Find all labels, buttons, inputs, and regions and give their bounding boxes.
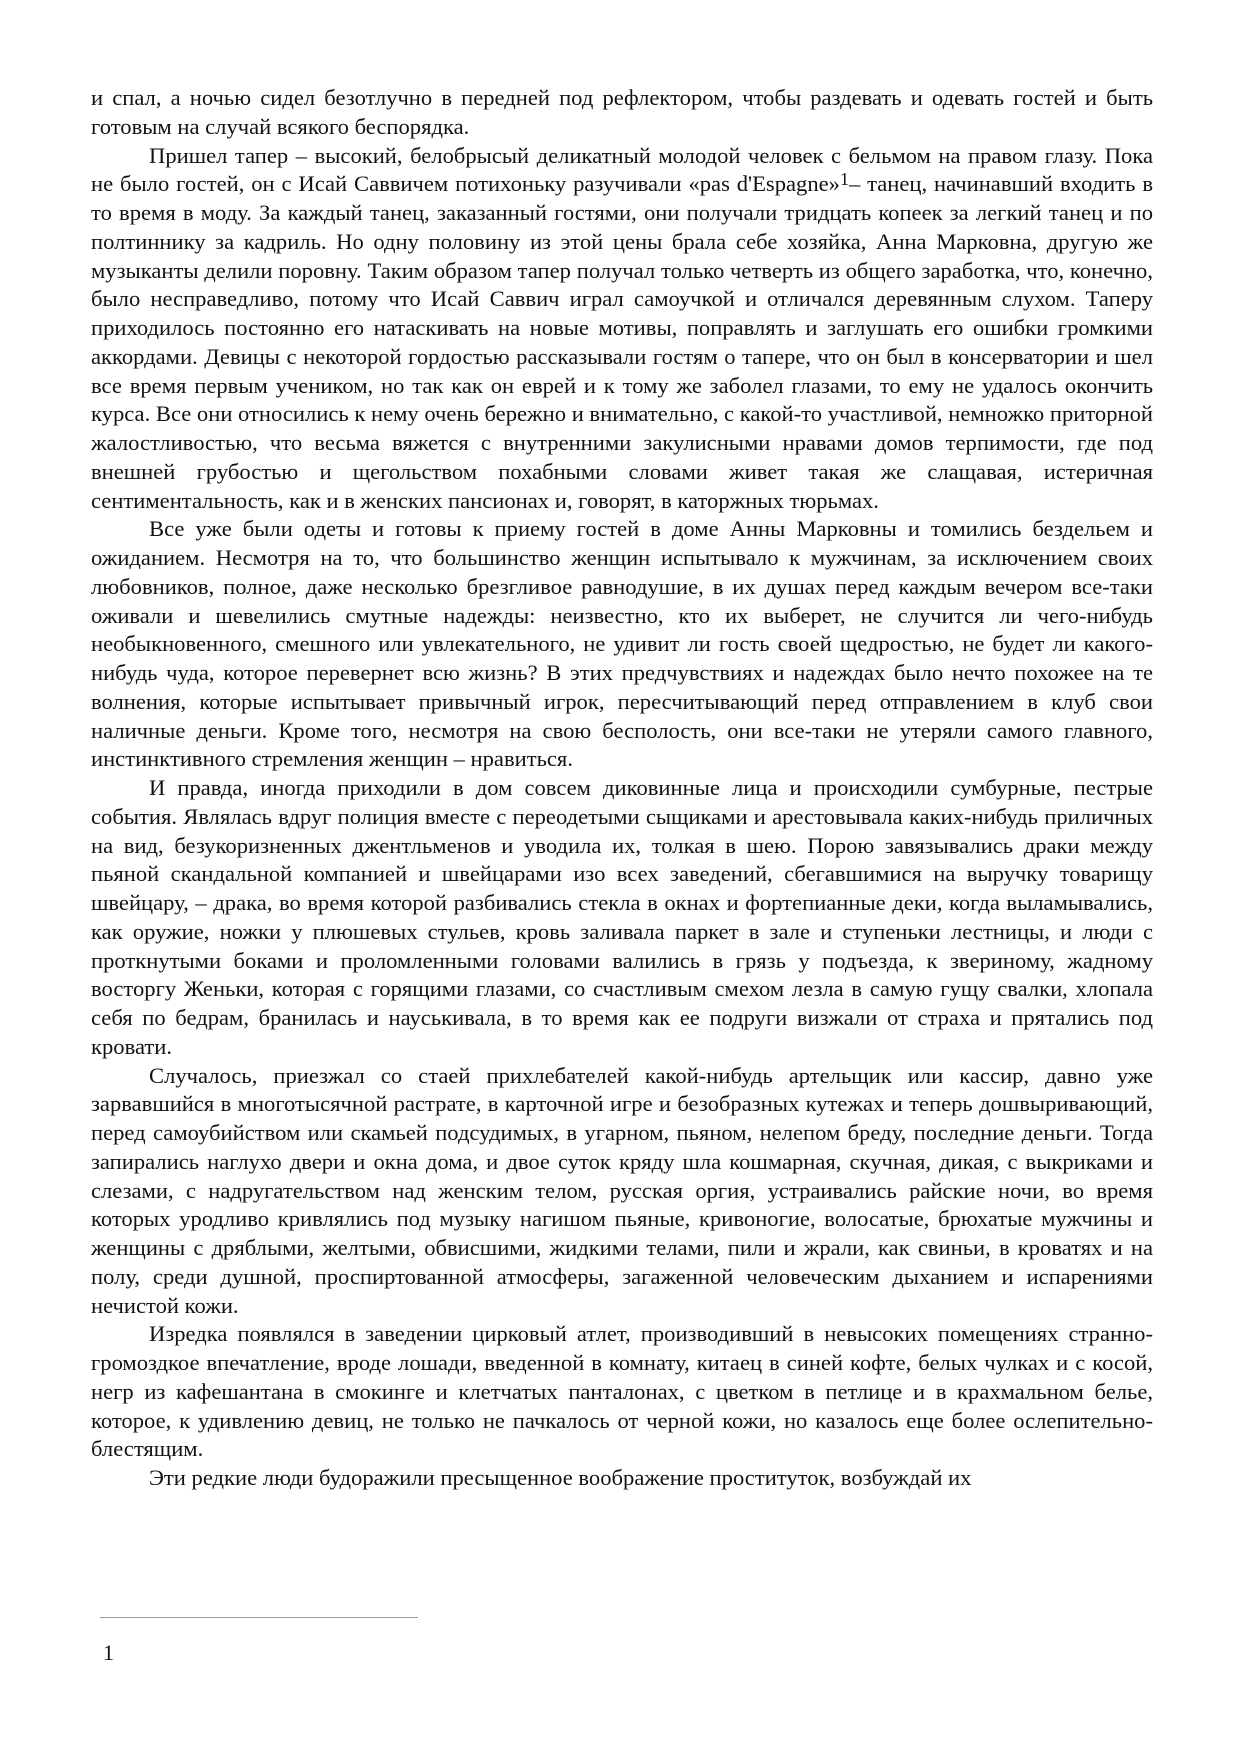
paragraph-5: Случалось, приезжал со стаей прихлебателей какой-нибудь артельщик или кассир, давно уже зарвавшийся в многотысячной растрате, в карточной игре и безобразных кутежах и теперь дошвыривающий, перед самоубийством или скамьей подсудимых, в угарном, пьяном, нелепом бреду, последние деньги. Тогда запирались наглухо двери и окна дома, и двое суток кряду шла кошмарная, скучная, дикая, с выкриками и слезами, с надругательством над женским телом, русская оргия, устраивались райские ночи, во время которых уродливо кривлялись под музыку нагишом пьяные, кривоногие, волосатые, брюхатые мужчины и женщины с дряблыми, желтыми, обвисшими, жидкими телами, пили и жрали, как свиньи, в кроватях и на полу, среди душной, проспиртованной атмосферы, загаженной человеческим дыханием и испарениями нечистой кожи. bbox=[91, 1062, 1153, 1318]
footnote-reference[interactable]: 1 bbox=[839, 169, 849, 190]
paragraph-2-text-after: – танец, начинавший входить в то время в моду. За каждый танец, заказанный гостями, они получали тридцать копеек за легкий танец и по полтиннику за кадриль. Но одну половину из этой цены брала себе хозяйка, Анна Марковна, другую же музыканты делили поровну. Таким образом тапер получал только четверть из общего заработка, что, конечно, было несправедливо, потому что Исай Саввич играл самоучкой и отличался деревянным слухом. Таперу приходилось постоянно его натаскивать на новые мотивы, поправлять и заглушать его ошибки громкими аккордами. Девицы с некоторой гордостью рассказывали гостям о тапере, что он был в консерватории и шел все время первым учеником, но так как он еврей и к тому же заболел глазами, то ему не удалось окончить курса. Все они относились к нему очень бережно и внимательно, с какой-то участливой, немножко приторной жалостливостью, что весьма вяжется с внутренними закулисными нравами домов терпимости, где под внешней грубостью и щегольством похабными словами живет такая же слащавая, истеричная сентиментальность, как и в женских пансионах и, говорят, в каторжных тюрьмах. bbox=[91, 171, 1153, 513]
paragraph-1: и спал, а ночью сидел безотлучно в передней под рефлектором, чтобы раздевать и одевать гостей и быть готовым на случай всякого беспорядка. bbox=[91, 85, 1153, 139]
paragraph-7: Эти редкие люди будоражили пресыщенное воображение проституток, возбуждай их bbox=[149, 1465, 972, 1490]
footnote-number: 1 bbox=[103, 1640, 114, 1665]
page-body bbox=[91, 84, 1153, 1493]
footnote-divider bbox=[100, 1617, 418, 1618]
paragraph-3: Все уже были одеты и готовы к приему гостей в доме Анны Марковны и томились бездельем и ожиданием. Несмотря на то, что большинство женщин испытывало к мужчинам, за исключением своих любовников, полное, даже несколько брезгливое равнодушие, в их душах перед каждым вечером все-таки оживали и шевелились смутные надежды: неизвестно, кто их выберет, не случится ли чего-нибудь необыкновенного, смешного или увлекательного, не удивит ли гость своей щедростью, не будет ли какого-нибудь чуда, которое перевернет всю жизнь? В этих предчувствиях и надеждах было нечто похожее на те волнения, которые испытывает привычный игрок, пересчитывающий перед отправлением в клуб свои наличные деньги. Кроме того, несмотря на свою бесполость, они все-таки не утеряли самого главного, инстинктивного стремления женщин – нравиться. bbox=[91, 516, 1153, 772]
paragraph-6: Изредка появлялся в заведении цирковый атлет, производивший в невысоких помещениях странно-громоздкое впечатление, вроде лошади, введенной в комнату, китаец в синей кофте, белых чулках и с косой, негр из кафешантана в смокинге и клетчатых панталонах, с цветком в петлице и в крахмальном белье, которое, к удивлению девиц, не только не пачкалось от черной кожи, но казалось еще более ослепительно-блестящим. bbox=[91, 1321, 1153, 1462]
paragraph-2-text-before: Пришел тапер – высокий, белобрысый деликатный молодой человек с бельмом на правом глазу. Пока не было гостей, он с Исай Саввичем потихоньку разучивали «pas d'Espagne» bbox=[91, 142, 1153, 197]
paragraph-4: И правда, иногда приходили в дом совсем диковинные лица и происходили сумбурные, пестрые события. Являлась вдруг полиция вместе с переодетыми сыщиками и арестовывала каких-нибудь приличных на вид, безукоризненных джентльменов и уводила их, толкая в шею. Порою завязывались драки между пьяной скандальной компанией и швейцарами изо всех заведений, сбегавшимися на выручку товарищу швейцару, – драка, во время которой разбивались стекла в окнах и фортепианные деки, когда выламывались, как оружие, ножки у плюшевых стульев, кровь заливала паркет в зале и ступеньки лестницы, и люди с проткнутыми боками и проломленными головами валились в грязь у подъезда, к звериному, жадному восторгу Женьки, которая с горящими глазами, со счастливым смехом лезла в самую гущу свалки, хлопала себя по бедрам, бранилась и науськивала, в то время как ее подруги визжали от страха и прятались под кровати. bbox=[91, 775, 1153, 1059]
paragraph-2 bbox=[91, 142, 1153, 516]
